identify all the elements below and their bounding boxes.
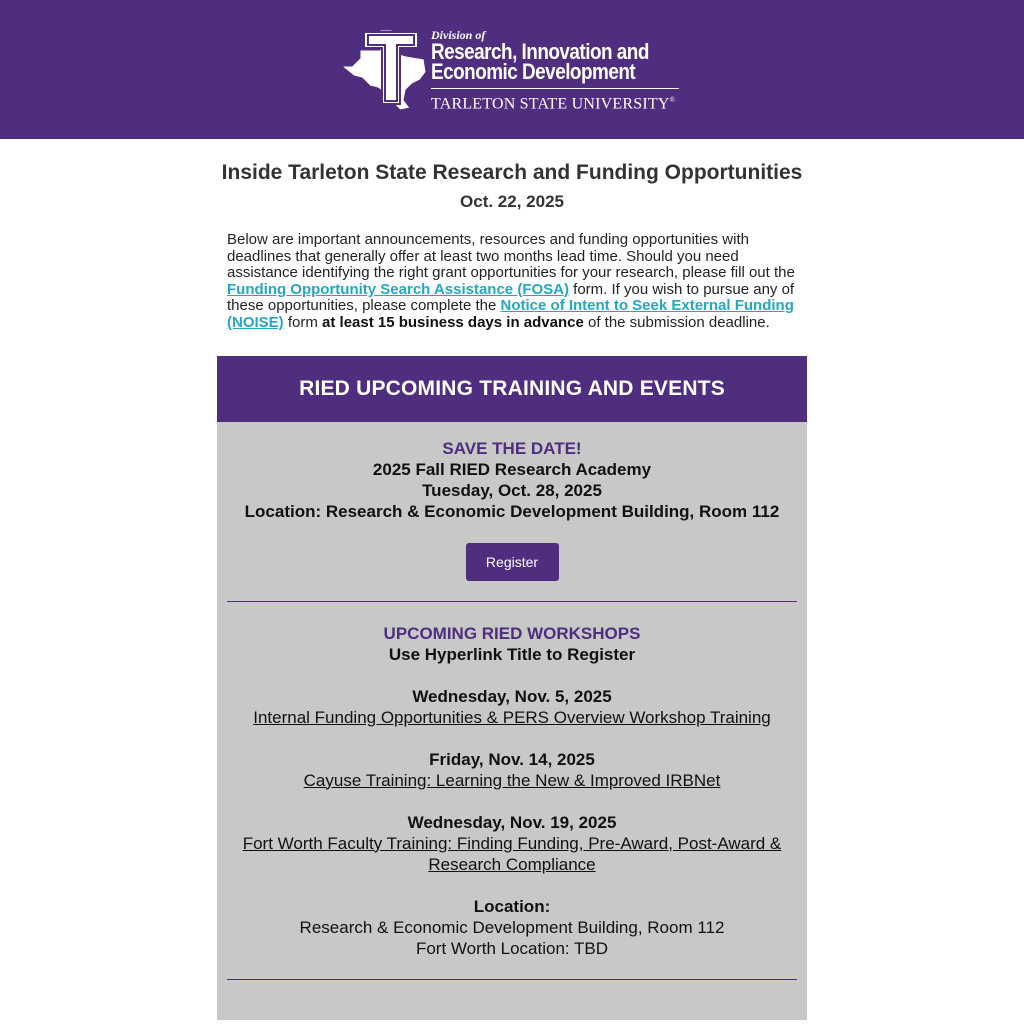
logo-divider [431, 88, 679, 89]
session-register-link[interactable]: Cayuse Training: Learning the New & Improved IRBNet [303, 770, 721, 790]
registered-mark: ® [669, 96, 676, 104]
logo-division-of: Division of [431, 28, 486, 42]
session-date: Wednesday, Nov. 19, 2025 [407, 812, 617, 832]
intro-text-1: Below are important announcements, resources and funding opportunities with deadlines that generally offer at least two months lead time. Should you need assistance identifying the right grant opportunities for your research, please fill out the [227, 231, 795, 282]
intro-bold-deadline: at least 15 business days in advance [322, 313, 584, 331]
location-line: Fort Worth Location: TBD [415, 938, 609, 958]
intro-paragraph [227, 232, 797, 332]
session-register-link[interactable]: Internal Funding Opportunities & PERS Overview Workshop Training [253, 707, 771, 727]
logo-line-1: Research, Innovation and [431, 39, 649, 64]
event-date: Tuesday, Oct. 28, 2025 [422, 480, 602, 500]
newsletter-title: Inside Tarleton State Research and Funding Opportunities [221, 161, 803, 184]
division-logo[interactable] [340, 28, 685, 112]
events-panel [217, 422, 807, 1020]
workshops-location [227, 896, 797, 959]
save-the-date-title: SAVE THE DATE! [442, 438, 582, 458]
event-location: Location: Research & Economic Development Building, Room 112 [244, 501, 780, 521]
intro-text-2: form. If you wish to pursue any of these opportunities, please complete the [227, 280, 795, 315]
register-button[interactable]: Register [466, 543, 559, 581]
intro-text-4: of the submission deadline. [583, 313, 770, 331]
workshops-subtitle: Use Hyperlink Title to Register [388, 644, 636, 664]
logo-wordmark [431, 28, 684, 112]
newsletter-content [217, 160, 807, 332]
workshop-session [227, 749, 797, 791]
session-register-link[interactable]: Fort Worth Faculty Training: Finding Funding, Pre-Award, Post-Award & Research Compliance [242, 833, 782, 874]
workshop-session [227, 812, 797, 875]
session-date: Friday, Nov. 14, 2025 [429, 749, 595, 769]
intro-text-3: form [283, 313, 323, 331]
events-heading: RIED UPCOMING TRAINING AND EVENTS [217, 356, 807, 422]
newsletter-date: Oct. 22, 2025 [460, 192, 564, 211]
fosa-link[interactable]: Funding Opportunity Search Assistance (FOSA) [227, 280, 569, 298]
location-label: Location: [473, 896, 551, 916]
session-date: Wednesday, Nov. 5, 2025 [412, 686, 612, 706]
logo-university [431, 92, 684, 112]
noise-link[interactable]: Notice of Intent to Seek External Funding (NOISE) [227, 297, 794, 331]
logo-university-text: TARLETON STATE UNIVERSITY [431, 95, 670, 113]
workshop-session [227, 686, 797, 728]
header-banner [0, 0, 1024, 139]
workshops-title: UPCOMING RIED WORKSHOPS [383, 623, 641, 643]
logo-line-2: Economic Development [431, 59, 636, 84]
section-divider [227, 601, 797, 602]
panel-continuation [227, 980, 797, 1020]
events-section [217, 356, 807, 1020]
tarleton-t-texas-icon [340, 28, 430, 112]
location-line: Research & Economic Development Building, Room 112 [299, 917, 725, 937]
event-name: 2025 Fall RIED Research Academy [372, 459, 652, 479]
